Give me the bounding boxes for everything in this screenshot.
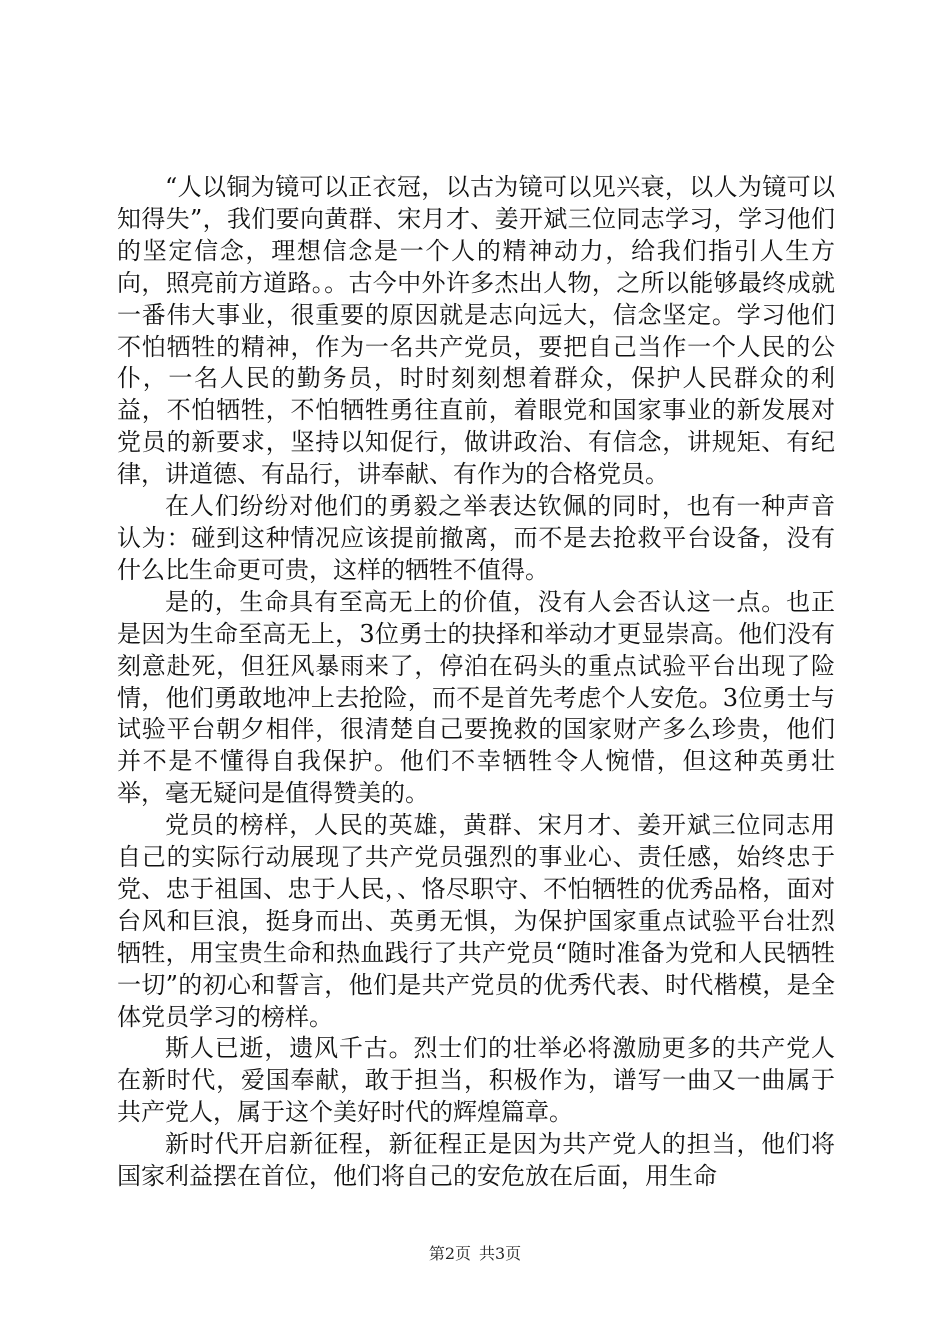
paragraph-6: 新时代开启新征程，新征程正是因为共产党人的担当，他们将国家利益摆在首位，他们将自己的安危放在后面，用生命 — [117, 1130, 835, 1191]
paragraph-5: 斯人已逝，遗风千古。烈士们的壮举必将激励更多的共产党人在新时代，爱国奉献，敢于担当，积极作为，谱写一曲又一曲属于共产党人，属于这个美好时代的辉煌篇章。 — [117, 1034, 835, 1127]
page-footer — [0, 1244, 950, 1264]
paragraph-3: 是的，生命具有至高无上的价值，没有人会否认这一点。也正是因为生命至高无上，3位勇士的抉择和举动才更显崇高。他们没有刻意赴死，但狂风暴雨来了，停泊在码头的重点试验平台出现了险情，他们勇敢地冲上去抢险，而不是首先考虑个人安危。3位勇士与试验平台朝夕相伴，很清楚自己要挽救的国家财产多么珍贵，他们并不是不懂得自我保护。他们不幸牺牲令人惋惜，但这种英勇壮举，毫无疑问是值得赞美的。 — [117, 587, 835, 808]
document-body — [117, 172, 835, 1193]
page-number: 第2页 — [428, 1244, 471, 1263]
paragraph-1: “人以铜为镜可以正衣冠，以古为镜可以见兴衰，以人为镜可以知得失”，我们要向黄群、宋月才、姜开斌三位同志学习，学习他们的坚定信念，理想信念是一个人的精神动力，给我们指引人生方向，照亮前方道路。。古今中外许多杰出人物，之所以能够最终成就一番伟大事业，很重要的原因就是志向远大，信念坚定。学习他们不怕牺牲的精神，作为一名共产党员，要把自己当作一个人民的公仆，一名人民的勤务员，时时刻刻想着群众，保护人民群众的利益，不怕牺牲，不怕牺牲勇往直前，着眼党和国家事业的新发展对党员的新要求，坚持以知促行，做讲政治、有信念，讲规矩、有纪律，讲道德、有品行，讲奉献、有作为的合格党员。 — [117, 173, 835, 489]
page-total: 共3页 — [479, 1244, 522, 1263]
paragraph-2: 在人们纷纷对他们的勇毅之举表达钦佩的同时，也有一种声音认为：碰到这种情况应该提前撤离，而不是去抢救平台设备，没有什么比生命更可贵，这样的牺牲不值得。 — [117, 492, 835, 584]
paragraph-4: 党员的榜样，人民的英雄，黄群、宋月才、姜开斌三位同志用自己的实际行动展现了共产党员强烈的事业心、责任感，始终忠于党、忠于祖国、忠于人民，、恪尽职守、不怕牺牲的优秀品格，面对台风和巨浪，挺身而出、英勇无惧，为保护国家重点试验平台壮烈牺牲，用宝贵生命和热血践行了共产党员“随时准备为党和人民牺牲一切”的初心和誓言，他们是共产党员的优秀代表、时代楷模，是全体党员学习的榜样。 — [117, 811, 835, 1031]
